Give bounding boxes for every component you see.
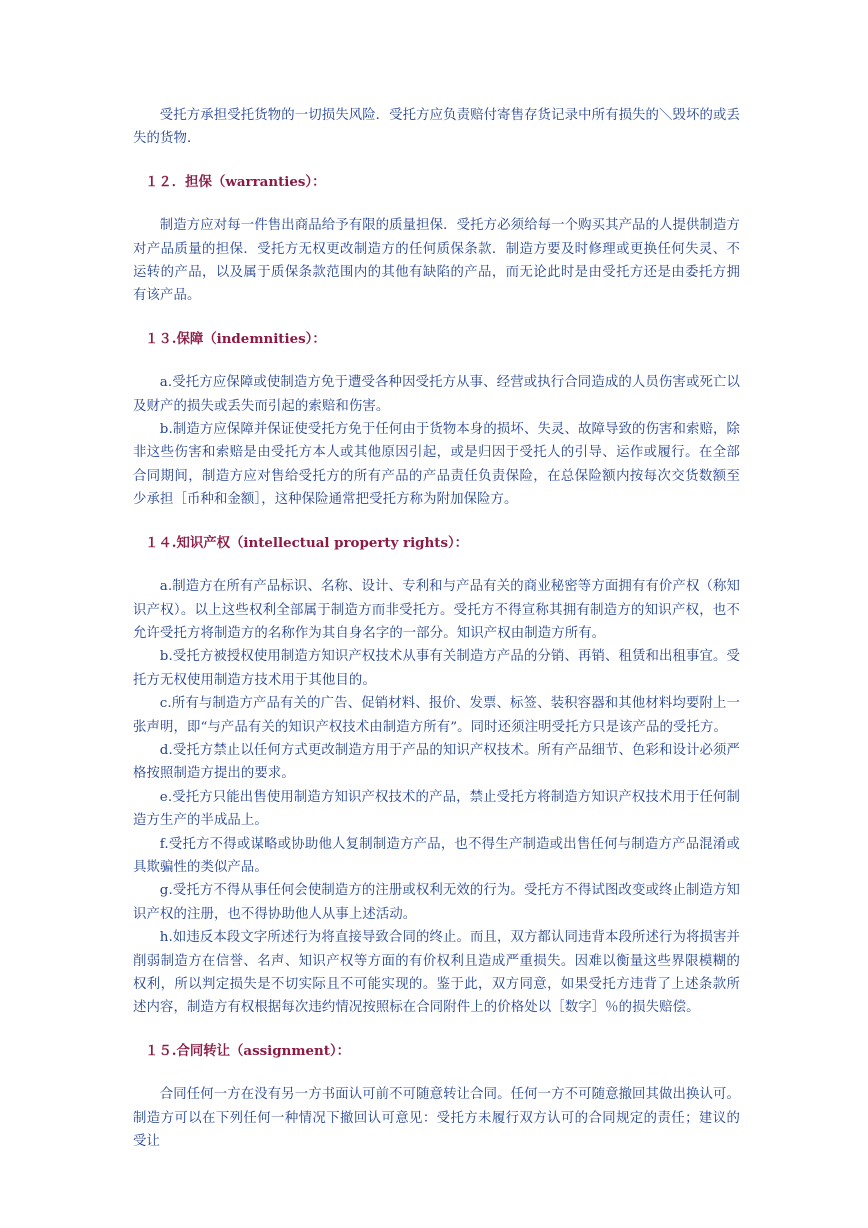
paragraph: 受托方承担受托货物的一切损失风险．受托方应负责赔付寄售存货记录中所有损失的＼毁坏的或丢失的货物． bbox=[133, 108, 740, 147]
paragraph: g.受托方不得从事任何会使制造方的注册或权利无效的行为。受托方不得试图改变或终止制造方知识产权的注册，也不得协助他人从事上述活动。 bbox=[133, 883, 740, 922]
section-heading-13: １３.保障（indemnities）： bbox=[145, 330, 326, 347]
paragraph: 制造方应对每一件售出商品给予有限的质量担保．受托方必须给每一个购买其产品的人提供制造方对产品质量的担保．受托方无权更改制造方的任何质保条款．制造方要及时修理或更换任何失灵、不运转的产品，以及属于质保条款范围内的其他有缺陷的产品，而无论此时是由受托方还是由委托方拥有该产品。 bbox=[133, 218, 740, 304]
section-heading-14: １４.知识产权（intellectual property rights）： bbox=[145, 534, 469, 551]
paragraph: f.受托方不得或谋略或协助他人复制制造方产品，也不得生产制造或出售任何与制造方产品混淆或具欺骗性的类似产品。 bbox=[133, 836, 740, 875]
section-heading-15: １５.合同转让（assignment）： bbox=[145, 1042, 351, 1059]
paragraph: 合同任何一方在没有另一方书面认可前不可随意转让合同。任何一方不可随意撤回其做出换认可。制造方可以在下列任何一种情况下撤回认可意见：受托方未履行双方认可的合同规定的责任；建议的受让 bbox=[133, 1087, 740, 1150]
section-heading-12: １２．担保（warranties）： bbox=[145, 173, 326, 190]
paragraph: h.如违反本段文字所述行为将直接导致合同的终止。而且，双方都认同违背本段所述行为将损害并削弱制造方在信誉、名声、知识产权等方面的有价权利且造成严重损失。因难以衡量这些界限模糊的权利，所以判定损失是不切实际且不可能实现的。鉴于此，双方同意，如果受托方违背了上述条款所述内容，制造方有权根据每次违约情况按照标在合同附件上的价格处以［数字］％的损失赔偿。 bbox=[133, 930, 740, 1016]
paragraph: b.受托方被授权使用制造方知识产权技术从事有关制造方产品的分销、再销、租赁和出租事宜。受托方无权使用制造方技术用于其他目的。 bbox=[133, 649, 740, 688]
paragraph: a.受托方应保障或使制造方免于遭受各种因受托方从事、经营或执行合同造成的人员伤害或死亡以及财产的损失或丢失而引起的索赔和伤害。 bbox=[133, 375, 740, 414]
paragraph: b.制造方应保障并保证使受托方免于任何由于货物本身的损坏、失灵、故障导致的伤害和索赔，除非这些伤害和索赔是由受托方本人或其他原因引起，或是归因于受托人的引导、运作或履行。在全部合同期间，制造方应对售给受托方的所有产品的产品责任负责保险，在总保险额内按每次交货数额至少承担［币种和金额］，这种保险通常把受托方称为附加保险方。 bbox=[133, 422, 740, 508]
paragraph: a.制造方在所有产品标识、名称、设计、专利和与产品有关的商业秘密等方面拥有有价产权（称知识产权）。以上这些权利全部属于制造方而非受托方。受托方不得宣称其拥有制造方的知识产权，也不允许受托方将制造方的名称作为其自身名字的一部分。知识产权由制造方所有。 bbox=[133, 579, 740, 641]
paragraph: d.受托方禁止以任何方式更改制造方用于产品的知识产权技术。所有产品细节、色彩和设计必须严格按照制造方提出的要求。 bbox=[133, 742, 740, 782]
paragraph: c.所有与制造方产品有关的广告、促销材料、报价、发票、标签、装积容器和其他材料均要附上一张声明，即“与产品有关的知识产权技术由制造方所有”。同时还须注明受托方只是该产品的受托方。 bbox=[133, 696, 740, 735]
paragraph: e.受托方只能出售使用制造方知识产权技术的产品，禁止受托方将制造方知识产权技术用于任何制造方生产的半成品上。 bbox=[133, 789, 740, 829]
